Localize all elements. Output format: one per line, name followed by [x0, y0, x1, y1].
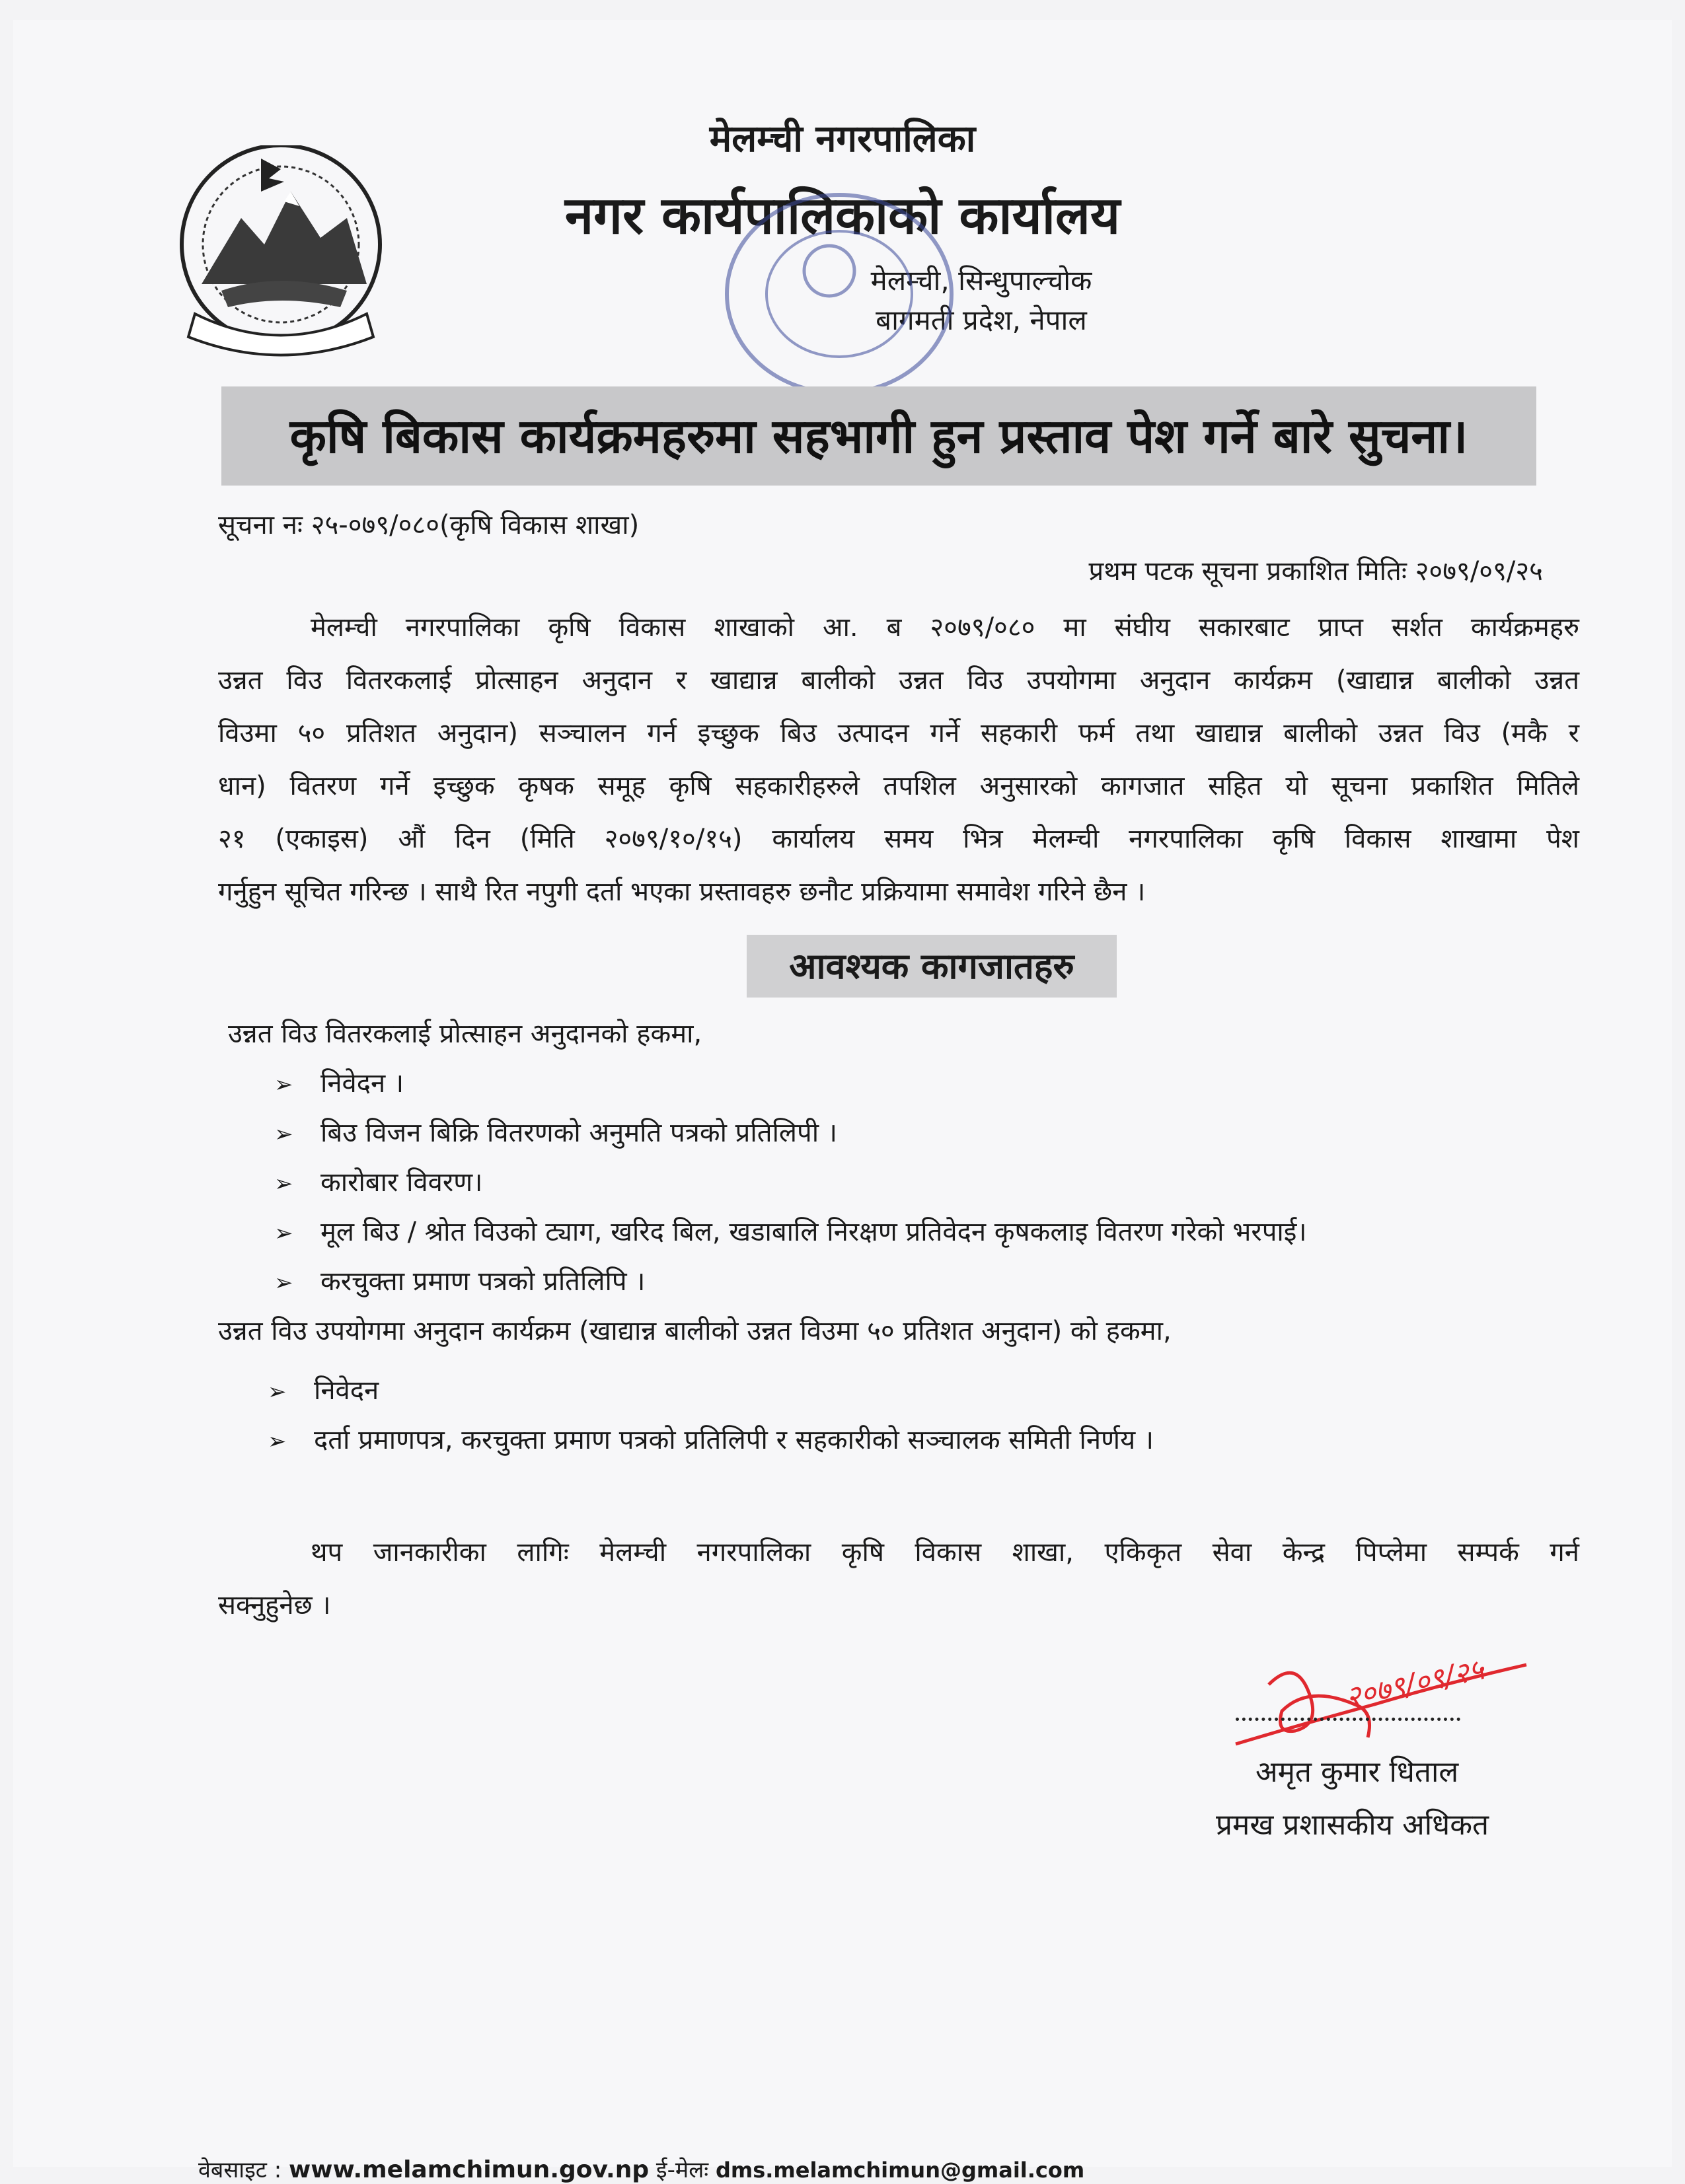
body-line: उन्नत विउ वितरकलाई प्रोत्साहन अनुदान र खाद्यान्न बालीको उन्नत विउ उपयोगमा अनुदान कार्यक्रम (खाद्यान्न बालीको उन्नत [218, 665, 1579, 696]
body-line: २१ (एकाइस) औं दिन (मिति २०७९/१०/१५) कार्यालय समय भित्र मेलम्ची नगरपालिका कृषि विकास शाखामा पेश [218, 824, 1579, 854]
office-province: बागमती प्रदेश, नेपाल [876, 304, 1087, 336]
body-line: मेलम्ची नगरपालिका कृषि विकास शाखाको आ. ब २०७९/०८० मा संघीय सकारबाट प्राप्त सर्शत कार्यक्रमहरु [311, 612, 1579, 643]
office-district: मेलम्ची, सिन्धुपाल्चोक [870, 264, 1092, 297]
body-line: धान) वितरण गर्ने इच्छुक कृषक समूह कृषि सहकारीहरुले तपशिल अनुसारको कागजात सहित यो सूचना प्रकाशित मितिले [218, 771, 1579, 801]
bullet-arrow-icon: ➢ [274, 1121, 293, 1147]
email-label: ई-मेलः [655, 2157, 709, 2183]
body-line: गर्नुहुन सूचित गरिन्छ । साथै रित नपुगी दर्ता भएका प्रस्तावहरु छनौट प्रक्रियामा समावेश गरिने छैन । [218, 877, 1146, 907]
signatory-title: प्रमख प्रशासकीय अधिकत [1216, 1808, 1489, 1842]
handwritten-signature [1222, 1645, 1540, 1757]
publication-date: प्रथम पटक सूचना प्रकाशित मितिः २०७९/०९/२५ [1088, 556, 1543, 587]
closing-line: थप जानकारीका लागिः मेलम्ची नगरपालिका कृषि विकास शाखा, एकिकृत सेवा केन्द्र पिप्लेमा सम्पर्क गर्न [311, 1537, 1579, 1568]
bullet-arrow-icon: ➢ [274, 1220, 293, 1247]
notice-title: कृषि बिकास कार्यक्रमहरुमा सहभागी हुन प्रस्ताव पेश गर्ने बारे सुचना। [289, 408, 1468, 464]
list-item: ➢ दर्ता प्रमाणपत्र, करचुक्ता प्रमाण पत्रको प्रतिलिपी र सहकारीको सञ्चालक समिती निर्णय । [268, 1425, 1154, 1455]
footer-contact [198, 2154, 1685, 2184]
closing-line: सक्नुहुनेछ । [218, 1590, 331, 1620]
bullet-arrow-icon: ➢ [274, 1270, 293, 1296]
municipality-name: मेलम्ची नगरपालिका [709, 118, 976, 161]
list-item: ➢ करचुक्ता प्रमाण पत्रको प्रतिलिपि । [274, 1266, 646, 1297]
list-item: ➢ निवेदन [268, 1375, 379, 1406]
section-heading: आवश्यक कागजातहरु [747, 935, 1117, 998]
svg-text:२०७९/०९/२५: २०७९/०९/२५ [1342, 1652, 1487, 1715]
bullet-arrow-icon: ➢ [274, 1171, 293, 1197]
bullet-arrow-icon: ➢ [268, 1379, 287, 1405]
list-item: ➢ निवेदन । [274, 1068, 404, 1099]
bullet-arrow-icon: ➢ [268, 1428, 287, 1455]
notice-title-band [221, 386, 1536, 486]
notice-number: सूचना नः २५-०७९/०८०(कृषि विकास शाखा) [218, 510, 640, 540]
office-name: नगर कार्यपालिकाको कार्यालय [564, 186, 1121, 246]
website-label: वेबसाइट : [198, 2157, 282, 2183]
list-item: ➢ मूल बिउ / श्रोत विउको ट्याग, खरिद बिल, खडाबालि निरक्षण प्रतिवेदन कृषकलाइ वितरण गरेको भरपाई। [274, 1217, 1307, 1247]
signatory-name: अमृत कुमार धिताल [1255, 1755, 1459, 1789]
bullet-arrow-icon: ➢ [274, 1072, 293, 1098]
list-item: ➢ कारोबार विवरण। [274, 1167, 483, 1198]
body-line: विउमा ५० प्रतिशत अनुदान) सञ्चालन गर्न इच्छुक बिउ उत्पादन गर्ने सहकारी फर्म तथा खाद्यान्न बालीको उन्नत विउ (मकै र [218, 718, 1579, 748]
group1-heading: उन्नत विउ वितरकलाई प्रोत्साहन अनुदानको हकमा, [228, 1019, 702, 1049]
signature-line [1236, 1718, 1460, 1721]
email-link[interactable]: dms.melamchimun@gmail.com [715, 2158, 1085, 2183]
office-seal-icon [714, 185, 965, 403]
list-item: ➢ बिउ विजन बिक्रि वितरणको अनुमति पत्रको प्रतिलिपी । [274, 1118, 838, 1148]
website-link[interactable]: www.melamchimun.gov.np [289, 2156, 650, 2183]
group2-heading: उन्नत विउ उपयोगमा अनुदान कार्यक्रम (खाद्यान्न बालीको उन्नत विउमा ५० प्रतिशत अनुदान) को हकमा, [218, 1316, 1172, 1346]
